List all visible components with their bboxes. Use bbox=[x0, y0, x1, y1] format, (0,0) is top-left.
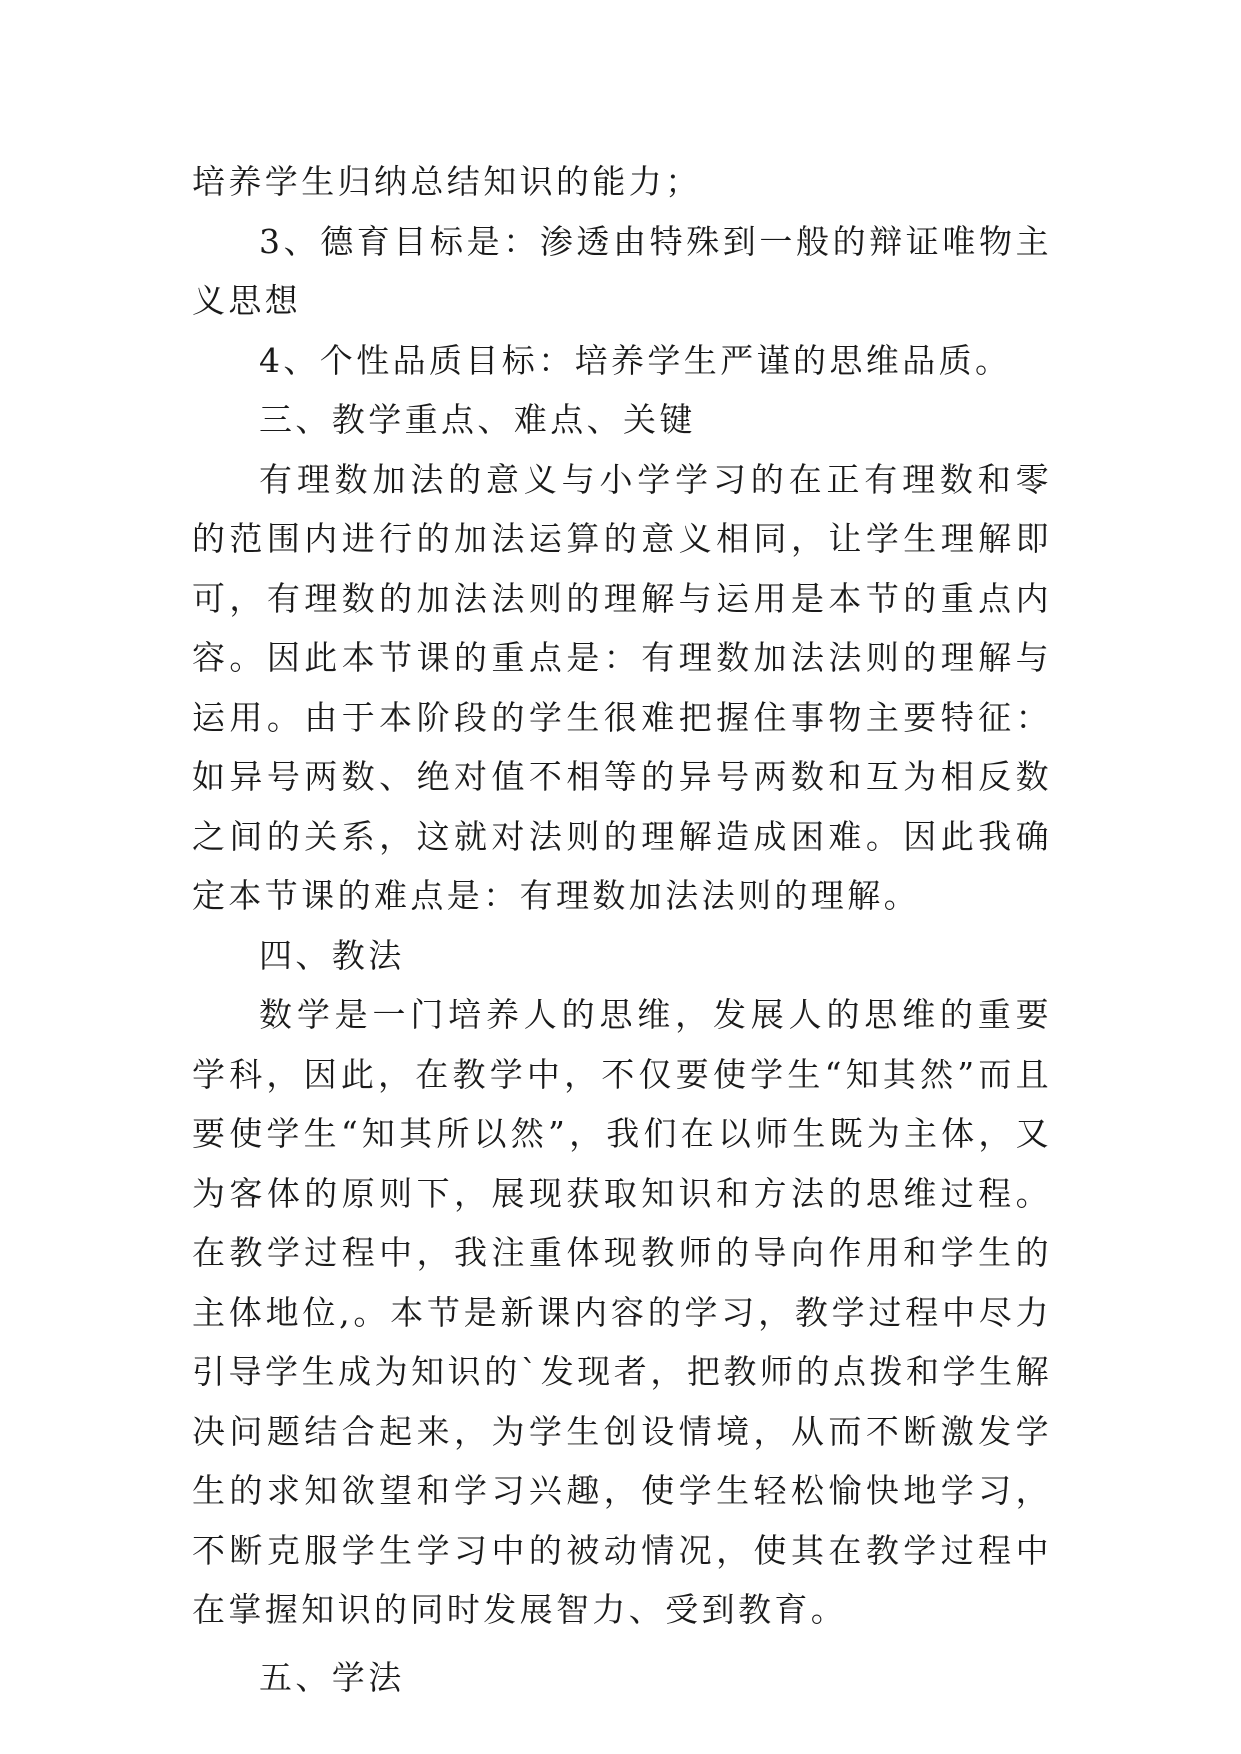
section-heading-teaching-method: 四、教法 bbox=[259, 935, 405, 975]
paragraph-teaching-method: 数学是一门培养人的思维，发展人的思维的重要学科，因此，在教学中，不仅要使学生“知其然”而且要使学生“知其所以然”，我们在以师生既为主体，又为客体的原则下，展现获取知识和方法的思维过程。在教学过程中，我注重体现教师的导向作用和学生的主体地位,。本节是新课内容的学习，教学过程中尽力引导学生成为知识的`发现者，把教师的点拨和学生解决问题结合起来，为学生创设情境，从而不断激发学生的求知欲望和学习兴趣，使学生轻松愉快地学习，不断克服学生学习中的被动情况，使其在教学过程中在掌握知识的同时发展智力、受到教育。 bbox=[192, 995, 1052, 1629]
section-heading-learning-method: 五、学法 bbox=[259, 1657, 405, 1697]
section-heading-key-points: 三、教学重点、难点、关键 bbox=[259, 400, 696, 439]
document-body bbox=[192, 152, 1052, 1707]
paragraph-key-points: 有理数加法的意义与小学学习的在正有理数和零的范围内进行的加法运算的意义相同，让学生理解即可，有理数的加法法则的理解与运用是本节的重点内容。因此本节课的重点是：有理数加法法则的理解与运用。由于本阶段的学生很难把握住事物主要特征：如异号两数、绝对值不相等的异号两数和互为相反数之间的关系，这就对法则的理解造成困难。因此我确定本节课的难点是：有理数加法法则的理解。 bbox=[192, 459, 1052, 915]
paragraph-ability: 培养学生归纳总结知识的能力； bbox=[192, 162, 702, 201]
paragraph-personality-goal: 4、个性品质目标：培养学生严谨的思维品质。 bbox=[259, 340, 1012, 380]
paragraph-moral-goal: 3、德育目标是：渗透由特殊到一般的辩证唯物主义思想 bbox=[192, 221, 1052, 320]
